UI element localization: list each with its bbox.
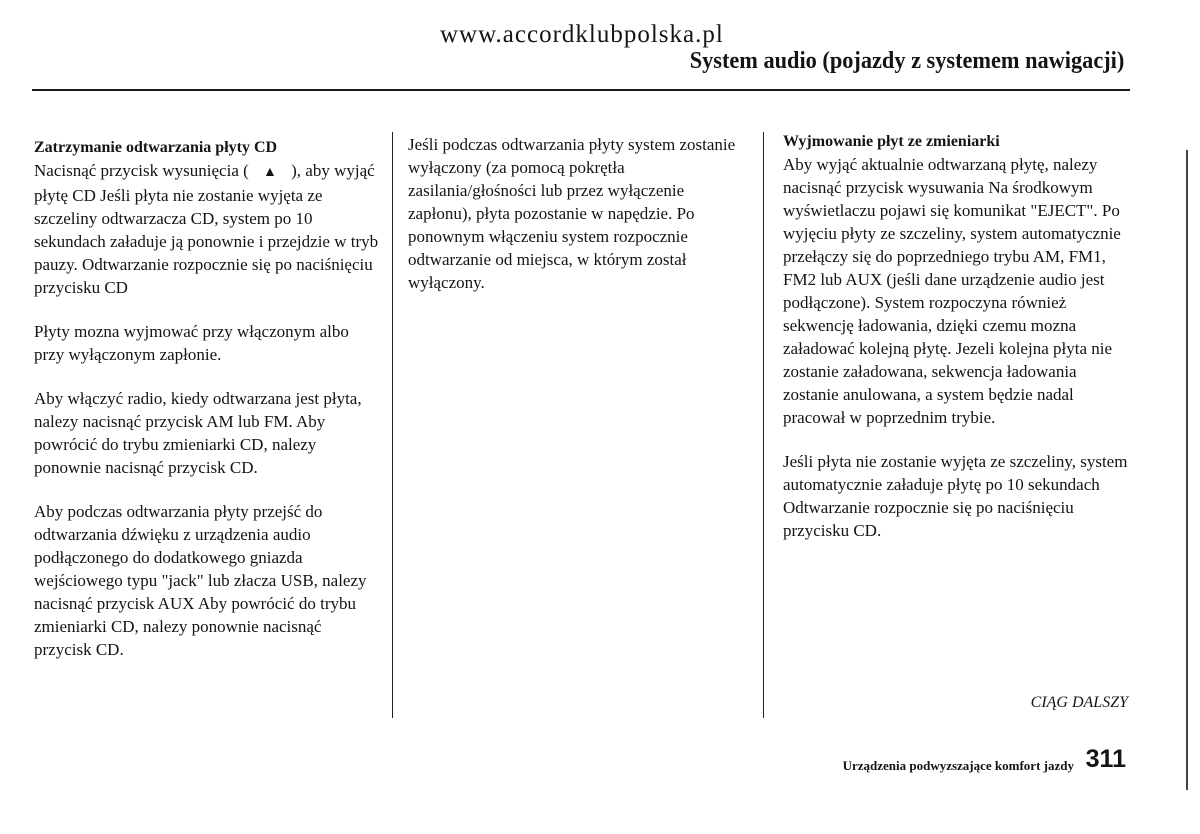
paragraph-power-off: Jeśli podczas odtwarzania płyty system zostanie wyłączony (za pomocą pokrętła zasilania/głośności lub przez wyłączenie zapłonu), płyta pozostanie w napędzie. Po ponownym włączeniu system rozpocznie odtwarzanie od miejsca, w którym został wyłączony. [408, 135, 736, 292]
header-rule [32, 89, 1130, 91]
section-title: System audio (pojazdy z systemem nawigacji) [689, 48, 1124, 74]
continued-label: CIĄG DALSZY [1030, 694, 1128, 711]
section-heading-stop-playback: Zatrzymanie odtwarzania płyty CD [34, 139, 278, 156]
paragraph-eject-start: Nacisnąć przycisk wysunięcia ( [34, 161, 249, 180]
site-url: www.accordklubpolska.pl [440, 21, 724, 48]
column-right [783, 130, 1128, 563]
chapter-label: Urządzenia podwyzszające komfort jazdy [842, 758, 1074, 773]
page-number: 311 [1085, 745, 1126, 773]
section-heading-changer: Wyjmowanie płyt ze zmieniarki [783, 133, 1000, 150]
paragraph-remove-discs: Płyty mozna wyjmować przy włączonym albo przy wyłączonym zapłonie. [34, 322, 349, 364]
paragraph-radio: Aby włączyć radio, kiedy odtwarzana jest płyta, nalezy nacisnąć przycisk AM lub FM. Aby powrócić do trybu zmieniarki CD, nalezy ponownie nacisnąć przycisk CD. [34, 389, 362, 477]
paragraph-aux: Aby podczas odtwarzania płyty przejść do odtwarzania dźwięku z urządzenia audio podłączonego do dodatkowego gniazda wejściowego typu "jack" lub złacza USB, nalezy nacisnąć przycisk AUX Aby powrócić do trybu zmieniarki CD, nalezy ponownie nacisnąć przycisk CD. [34, 502, 367, 659]
paragraph-eject-end: ), aby wyjąć płytę CD Jeśli płyta nie zostanie wyjęta ze szczeliny odtwarzacza CD, system po 10 sekundach załaduje ją ponownie i przejdzie w tryb pauzy. Odtwarzanie rozpocznie się po naciśnięciu przycisku CD [34, 161, 379, 297]
page-edge-line [1186, 150, 1188, 790]
paragraph-changer-eject: Aby wyjąć aktualnie odtwarzaną płytę, nalezy nacisnąć przycisk wysuwania Na środkowym wyświetlaczu pojawi się komunikat "EJECT". Po wyjęciu płyty ze szczeliny, system automatycznie przełączy się do poprzedniego trybu AM, FM1, FM2 lub AUX (jeśli dane urządzenie audio jest podłączone). System rozpoczyna również sekwencję ładowania, dzięki czemu mozna załadować kolejną płytę. Jezeli kolejna płyta nie zostanie załadowana, sekwencja ładowania zostanie anulowana, a system będzie nadal pracował w poprzednim trybie. [783, 155, 1121, 427]
column-middle [408, 133, 743, 315]
paragraph-eject [34, 159, 379, 299]
column-divider-left [392, 132, 393, 718]
column-divider-right [763, 132, 764, 718]
paragraph-auto-reload: Jeśli płyta nie zostanie wyjęta ze szczeliny, system automatycznie załaduje płytę po 10 sekundach Odtwarzanie rozpocznie się po naciśnięciu przycisku CD. [783, 452, 1128, 540]
eject-icon: ▲ [263, 165, 277, 180]
column-left [34, 136, 379, 682]
